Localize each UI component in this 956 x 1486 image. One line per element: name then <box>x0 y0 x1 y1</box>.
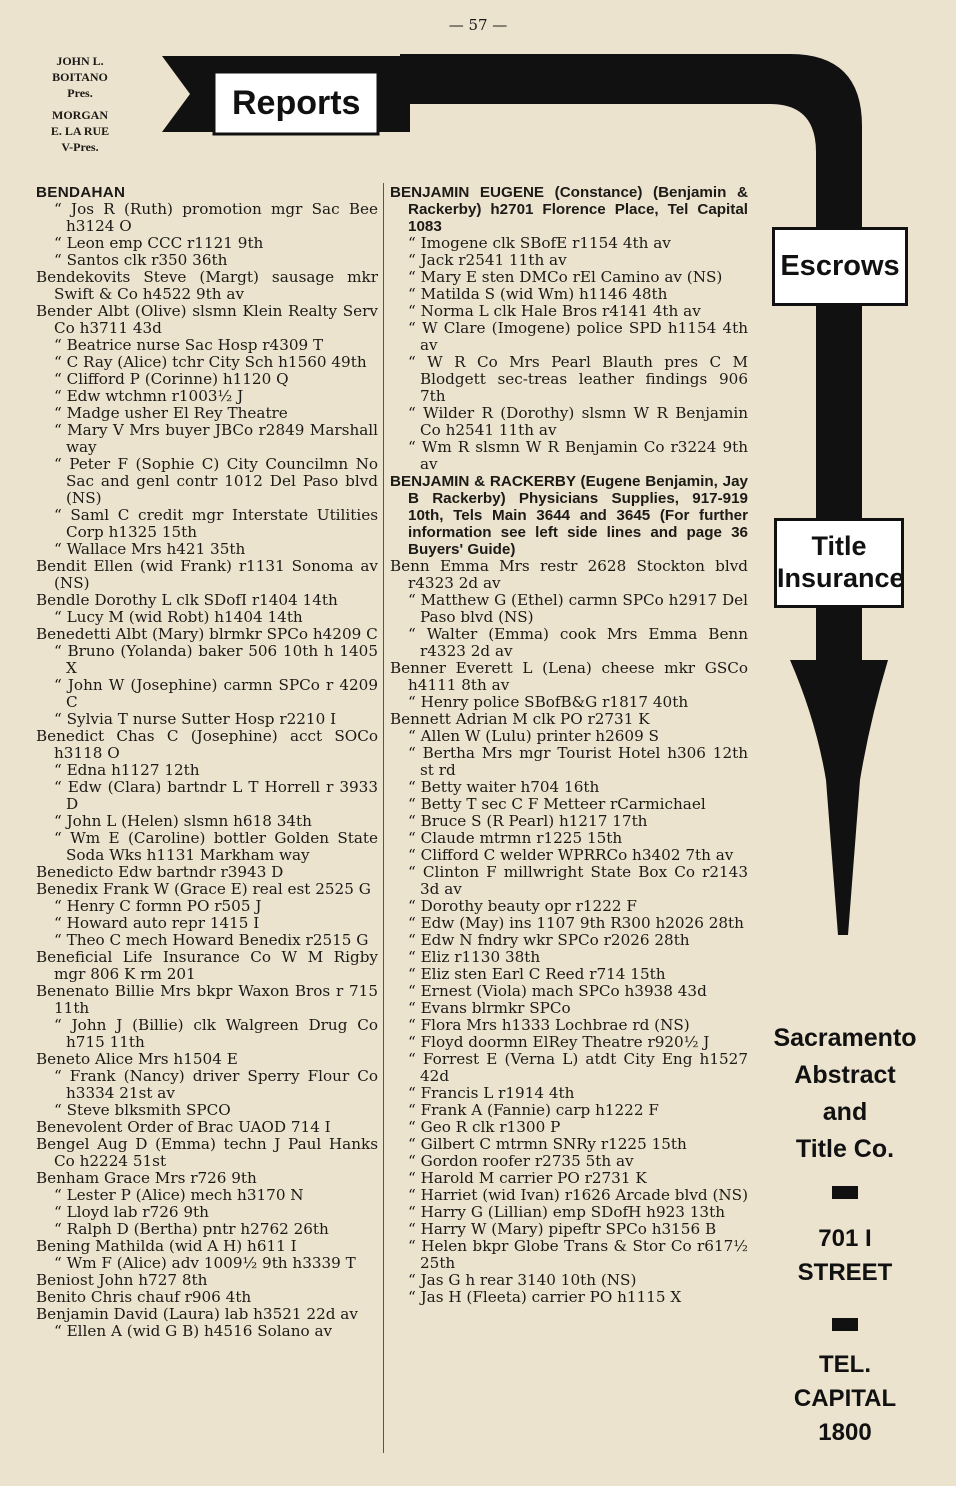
directory-entry: Beniost John h727 8th <box>36 1271 208 1289</box>
ditto-mark: “ <box>54 1322 67 1340</box>
ditto-mark: “ <box>408 897 421 915</box>
directory-column-left <box>36 184 378 1340</box>
ditto-mark: “ <box>408 353 428 371</box>
directory-subentry <box>390 983 748 1000</box>
subentry-text: C Ray (Alice) tchr City Sch h1560 49th <box>66 353 367 371</box>
directory-subentry <box>390 932 748 949</box>
officer-name: BOITANO <box>52 70 108 84</box>
ditto-mark: “ <box>408 1135 421 1153</box>
officer-title: Pres. <box>67 86 93 100</box>
directory-subentry <box>36 201 378 235</box>
directory-subentry <box>390 864 748 898</box>
directory-entry: Benenato Billie Mrs bkpr Waxon Bros r 715 11th <box>36 982 378 1017</box>
ad-line: STREET <box>797 1259 893 1286</box>
ditto-mark: “ <box>408 1118 421 1136</box>
advertiser-address <box>755 1222 935 1290</box>
subentry-text: Howard auto repr 1415 I <box>66 914 260 932</box>
ditto-mark: “ <box>54 1186 67 1204</box>
subentry-text: Flora Mrs h1333 Lochbrae rd (NS) <box>420 1016 690 1034</box>
ditto-mark: “ <box>408 1050 423 1068</box>
reports-label: Reports <box>232 84 361 122</box>
directory-subentry <box>390 626 748 660</box>
ditto-mark: “ <box>408 1237 422 1255</box>
ditto-mark: “ <box>408 404 424 422</box>
directory-subentry <box>390 1085 748 1102</box>
subentry-text: Bruno (Yolanda) baker 506 10th h 1405 X <box>66 642 379 677</box>
directory-subentry <box>36 388 378 405</box>
ditto-mark: “ <box>408 625 427 643</box>
subentry-text: Harry G (Lillian) emp SDofH h923 13th <box>420 1203 725 1221</box>
ditto-mark: “ <box>408 319 422 337</box>
directory-entry: Benner Everett L (Lena) cheese mkr GSCo h4111 8th av <box>390 659 748 694</box>
ditto-mark: “ <box>408 1271 421 1289</box>
directory-subentry <box>390 1289 748 1306</box>
ditto-mark: “ <box>408 438 422 456</box>
directory-subentry <box>390 439 748 473</box>
subentry-text: Edw (Clara) bartndr L T Horrell r 3933 D <box>66 778 378 813</box>
ditto-mark: “ <box>408 1186 421 1204</box>
ditto-mark: “ <box>408 778 421 796</box>
directory-entry: Bendekovits Steve (Margt) sausage mkr Swift & Co h4522 9th av <box>36 268 378 303</box>
subentry-text: Betty waiter h704 16th <box>420 778 600 796</box>
subentry-text: Jack r2541 11th av <box>420 251 567 269</box>
directory-subentry <box>36 609 378 626</box>
directory-subentry <box>390 898 748 915</box>
arrow-head <box>790 660 888 935</box>
subentry-text: Evans blrmkr SPCo <box>420 999 571 1017</box>
page-number: — 57 — <box>448 16 508 34</box>
subentry-text: Eliz r1130 38th <box>420 948 541 966</box>
directory-subentry <box>36 1017 378 1051</box>
ad-line: Title Co. <box>795 1135 895 1163</box>
directory-subentry <box>390 1017 748 1034</box>
directory-subentry <box>36 1221 378 1238</box>
directory-subentry <box>390 847 748 864</box>
ditto-mark: “ <box>408 1101 421 1119</box>
column-divider <box>383 183 384 1453</box>
subentry-text: Allen W (Lulu) printer h2609 S <box>420 727 659 745</box>
directory-subentry <box>390 915 748 932</box>
subentry-text: Jas H (Fleeta) carrier PO h1115 X <box>420 1288 682 1306</box>
directory-subentry <box>390 1034 748 1051</box>
directory-subentry <box>390 303 748 320</box>
subentry-text: Edna h1127 12th <box>66 761 200 779</box>
ad-divider <box>832 1318 858 1331</box>
directory-entry: Benn Emma Mrs restr 2628 Stockton blvd r4323 2d av <box>390 557 748 592</box>
subentry-text: Edw wtchmn r1003½ J <box>66 387 244 405</box>
directory-subentry <box>390 813 748 830</box>
ditto-mark: “ <box>54 1220 67 1238</box>
directory-subentry <box>390 1238 748 1272</box>
subentry-text: John L (Helen) slsmn h618 34th <box>66 812 312 830</box>
advertiser-phone <box>755 1348 935 1450</box>
directory-entry: Bender Albt (Olive) slsmn Klein Realty Serv Co h3711 43d <box>36 302 378 337</box>
directory-entry: BENJAMIN & RACKERBY (Eugene Benjamin, Jay B Rackerby) Physicians Supplies, 917-919 10th, Tels Main 3644 and 3645 (For further information see left side lines and page 36 Buyers' Guide) <box>390 473 748 558</box>
directory-subentry <box>390 1170 748 1187</box>
ditto-mark: “ <box>54 455 70 473</box>
ditto-mark: “ <box>54 404 67 422</box>
ditto-mark: “ <box>54 336 67 354</box>
subentry-text: Matthew G (Ethel) carmn SPCo h2917 Del Paso blvd (NS) <box>420 591 748 626</box>
ditto-mark: “ <box>408 982 421 1000</box>
subentry-text: Wm E (Caroline) bottler Golden State Soda Wks h1131 Markham way <box>66 829 379 864</box>
ad-line: 701 I <box>818 1225 872 1252</box>
ditto-mark: “ <box>54 897 67 915</box>
ditto-mark: “ <box>408 1203 421 1221</box>
directory-subentry <box>390 269 748 286</box>
directory-subentry <box>36 541 378 558</box>
surname-heading: BENDAHAN <box>36 184 126 201</box>
subentry-text: Dorothy beauty opr r1222 F <box>420 897 637 915</box>
ditto-mark: “ <box>408 812 421 830</box>
ditto-mark: “ <box>408 268 421 286</box>
subentry-text: Clifford C welder WPRRCo h3402 7th av <box>420 846 734 864</box>
ditto-mark: “ <box>408 846 421 864</box>
ditto-mark: “ <box>54 506 71 524</box>
directory-subentry <box>36 422 378 456</box>
ad-line: 1800 <box>818 1419 872 1446</box>
subentry-text: Gordon roofer r2735 5th av <box>420 1152 634 1170</box>
directory-subentry <box>390 1221 748 1238</box>
directory-entry: Benevolent Order of Brac UAOD 714 I <box>36 1118 331 1136</box>
directory-subentry <box>36 932 378 949</box>
directory-subentry <box>36 456 378 507</box>
directory-subentry <box>36 711 378 728</box>
ditto-mark: “ <box>408 1016 421 1034</box>
subentry-text: Lloyd lab r726 9th <box>66 1203 209 1221</box>
subentry-text: Lester P (Alice) mech h3170 N <box>66 1186 304 1204</box>
directory-entry: Benedicto Edw bartndr r3943 D <box>36 863 284 881</box>
ditto-mark: “ <box>54 1203 67 1221</box>
subentry-text: Wm R slsmn W R Benjamin Co r3224 9th av <box>420 438 748 473</box>
subentry-text: Beatrice nurse Sac Hosp r4309 T <box>66 336 324 354</box>
ditto-mark: “ <box>54 710 67 728</box>
ditto-mark: “ <box>408 795 421 813</box>
subentry-text: Sylvia T nurse Sutter Hosp r2210 I <box>66 710 337 728</box>
subentry-text: Claude mtrmn r1225 15th <box>420 829 623 847</box>
subentry-text: W Clare (Imogene) police SPD h1154 4th av <box>420 319 749 354</box>
subentry-text: Ernest (Viola) mach SPCo h3938 43d <box>420 982 707 1000</box>
directory-entry: Benham Grace Mrs r726 9th <box>36 1169 257 1187</box>
subentry-text: Floyd doormn ElRey Theatre r920½ J <box>420 1033 710 1051</box>
subentry-text: Bertha Mrs mgr Tourist Hotel h306 12th st rd <box>420 744 748 779</box>
title-insurance-label <box>774 518 904 608</box>
subentry-text: Bruce S (R Pearl) h1217 17th <box>420 812 648 830</box>
subentry-text: Mary V Mrs buyer JBCo r2849 Marshall way <box>66 421 379 456</box>
ad-divider <box>832 1186 858 1199</box>
ditto-mark: “ <box>408 931 421 949</box>
directory-subentry <box>36 1204 378 1221</box>
subentry-text: Lucy M (wid Robt) h1404 14th <box>66 608 303 626</box>
subentry-text: Saml C credit mgr Interstate Utilities Corp h1325 15th <box>66 506 378 541</box>
ditto-mark: “ <box>408 1169 421 1187</box>
advertiser-name <box>755 1020 935 1168</box>
directory-subentry <box>390 1000 748 1017</box>
directory-entry: Bennett Adrian M clk PO r2731 K <box>390 710 650 728</box>
directory-subentry <box>390 1102 748 1119</box>
subentry-text: Frank A (Fannie) carp h1222 F <box>420 1101 659 1119</box>
directory-subentry <box>390 405 748 439</box>
ditto-mark: “ <box>408 999 421 1017</box>
subentry-text: Imogene clk SBofE r1154 4th av <box>420 234 671 252</box>
ditto-mark: “ <box>408 1033 421 1051</box>
subentry-text: Harriet (wid Ivan) r1626 Arcade blvd (NS) <box>420 1186 749 1204</box>
directory-subentry <box>36 677 378 711</box>
directory-subentry <box>390 592 748 626</box>
directory-subentry <box>390 779 748 796</box>
directory-subentry <box>390 1272 748 1289</box>
title-insurance-line1: Title <box>811 531 867 561</box>
ditto-mark: “ <box>54 200 72 218</box>
directory-subentry <box>36 507 378 541</box>
ditto-mark: “ <box>408 234 421 252</box>
subentry-text: Jos R (Ruth) promotion mgr Sac Bee h3124 O <box>66 200 379 235</box>
ditto-mark: “ <box>408 251 421 269</box>
ditto-mark: “ <box>54 540 67 558</box>
ditto-mark: “ <box>408 863 423 881</box>
ditto-mark: “ <box>54 251 67 269</box>
subentry-text: Wm F (Alice) adv 1009½ 9th h3339 T <box>66 1254 356 1272</box>
subentry-text: Walter (Emma) cook Mrs Emma Benn r4323 2d av <box>420 625 748 660</box>
directory-subentry <box>390 1119 748 1136</box>
ditto-mark: “ <box>54 370 67 388</box>
ditto-mark: “ <box>408 914 421 932</box>
ditto-mark: “ <box>54 676 68 694</box>
ditto-mark: “ <box>54 387 67 405</box>
subentry-text: Peter F (Sophie C) City Councilmn No Sac and genl contr 1012 Del Paso blvd (NS) <box>66 455 378 507</box>
subentry-text: W R Co Mrs Pearl Blauth pres C M Blodgett sec-treas leather findings 906 7th <box>420 353 749 405</box>
subentry-text: Henry C formn PO r505 J <box>66 897 262 915</box>
ditto-mark: “ <box>408 965 421 983</box>
ditto-mark: “ <box>408 591 421 609</box>
ad-line: Sacramento <box>773 1024 917 1052</box>
directory-entry: Bening Mathilda (wid A H) h611 I <box>36 1237 297 1255</box>
directory-subentry <box>36 830 378 864</box>
ditto-mark: “ <box>54 608 67 626</box>
directory-entry: Benito Chris chauf r906 4th <box>36 1288 252 1306</box>
directory-entry: Beneficial Life Insurance Co W M Rigby mgr 806 K rm 201 <box>36 948 378 983</box>
ditto-mark: “ <box>54 778 68 796</box>
directory-entry: Bendle Dorothy L clk SDofI r1404 14th <box>36 591 338 609</box>
subentry-text: Ralph D (Bertha) pntr h2762 26th <box>66 1220 329 1238</box>
directory-entry: Benedix Frank W (Grace E) real est 2525 G <box>36 880 371 898</box>
subentry-text: Clifford P (Corinne) h1120 Q <box>66 370 289 388</box>
directory-subentry <box>36 915 378 932</box>
ditto-mark: “ <box>408 744 423 762</box>
directory-subentry <box>36 405 378 422</box>
directory-entry: Benedict Chas C (Josephine) acct SOCo h3118 O <box>36 727 378 762</box>
ditto-mark: “ <box>54 812 67 830</box>
directory-subentry <box>390 694 748 711</box>
subentry-text: Forrest E (Verna L) atdt City Eng h1527 42d <box>420 1050 748 1085</box>
subentry-text: Frank (Nancy) driver Sperry Flour Co h3334 21st av <box>66 1067 379 1102</box>
directory-subentry <box>36 1323 378 1340</box>
subentry-text: Theo C mech Howard Benedix r2515 G <box>66 931 369 949</box>
subentry-text: Harold M carrier PO r2731 K <box>420 1169 647 1187</box>
directory-subentry <box>390 966 748 983</box>
subentry-text: Geo R clk r1300 P <box>420 1118 561 1136</box>
ditto-mark: “ <box>54 1101 67 1119</box>
directory-subentry <box>36 762 378 779</box>
directory-subentry <box>390 354 748 405</box>
directory-subentry <box>390 745 748 779</box>
directory-subentry <box>36 779 378 813</box>
subentry-text: Wallace Mrs h421 35th <box>66 540 246 558</box>
ditto-mark: “ <box>408 1288 421 1306</box>
ditto-mark: “ <box>408 1152 421 1170</box>
directory-subentry <box>36 1102 378 1119</box>
subentry-text: Helen bkpr Globe Trans & Stor Co r617½ 25th <box>420 1237 749 1272</box>
directory-subentry <box>390 286 748 303</box>
subentry-text: Santos clk r350 36th <box>66 251 228 269</box>
subentry-text: Gilbert C mtrmn SNRy r1225 15th <box>420 1135 687 1153</box>
ditto-mark: “ <box>408 302 421 320</box>
directory-entry: Benedetti Albt (Mary) blrmkr SPCo h4209 C <box>36 625 378 643</box>
ditto-mark: “ <box>408 727 421 745</box>
subentry-text: Eliz sten Earl C Reed r714 15th <box>420 965 666 983</box>
subentry-text: Steve blksmith SPCO <box>66 1101 231 1119</box>
directory-entry: Benjamin David (Laura) lab h3521 22d av <box>36 1305 358 1323</box>
subentry-text: Edw (May) ins 1107 9th R300 h2026 28th <box>420 914 744 932</box>
ditto-mark: “ <box>54 931 67 949</box>
directory-subentry <box>390 1136 748 1153</box>
ditto-mark: “ <box>54 1067 70 1085</box>
subentry-text: John J (Billie) clk Walgreen Drug Co h715 11th <box>66 1016 379 1051</box>
subentry-text: Wilder R (Dorothy) slsmn W R Benjamin Co h2541 11th av <box>420 404 748 439</box>
ad-line: Abstract <box>794 1061 896 1089</box>
ditto-mark: “ <box>408 285 421 303</box>
ditto-mark: “ <box>54 642 68 660</box>
ditto-mark: “ <box>54 353 67 371</box>
directory-entry: Bendit Ellen (wid Frank) r1131 Sonoma av (NS) <box>36 557 378 592</box>
directory-subentry <box>36 337 378 354</box>
directory-subentry <box>36 354 378 371</box>
directory-subentry <box>390 1187 748 1204</box>
subentry-text: Betty T sec C F Metteer rCarmichael <box>420 795 706 813</box>
ad-line: TEL. <box>819 1351 871 1378</box>
directory-subentry <box>36 643 378 677</box>
escrows-label: Escrows <box>772 227 908 306</box>
ditto-mark: “ <box>54 421 68 439</box>
officer-name: E. LA RUE <box>50 124 110 138</box>
subentry-text: Harry W (Mary) pipeftr SPCo h3156 B <box>420 1220 717 1238</box>
ditto-mark: “ <box>54 761 67 779</box>
officer-title: V-Pres. <box>61 140 99 154</box>
ad-line: and <box>822 1098 868 1126</box>
ditto-mark: “ <box>408 1084 421 1102</box>
directory-subentry <box>390 320 748 354</box>
directory-subentry <box>36 1255 378 1272</box>
directory-subentry <box>36 813 378 830</box>
directory-subentry <box>36 235 378 252</box>
ad-line: CAPITAL <box>793 1385 897 1412</box>
directory-subentry <box>36 1187 378 1204</box>
subentry-text: Clinton F millwright State Box Co r2143 3d av <box>420 863 748 898</box>
subentry-text: Matilda S (wid Wm) h1146 48th <box>420 285 668 303</box>
officer-name: MORGAN <box>52 108 108 122</box>
directory-subentry <box>390 1051 748 1085</box>
directory-column-right <box>390 184 748 1306</box>
subentry-text: Madge usher El Rey Theatre <box>66 404 288 422</box>
directory-subentry <box>390 1204 748 1221</box>
directory-subentry <box>390 1153 748 1170</box>
directory-subentry <box>390 252 748 269</box>
ditto-mark: “ <box>54 1254 67 1272</box>
directory-subentry <box>36 898 378 915</box>
directory-subentry <box>390 235 748 252</box>
ditto-mark: “ <box>54 1016 72 1034</box>
ditto-mark: “ <box>408 829 421 847</box>
subentry-text: Norma L clk Hale Bros r4141 4th av <box>420 302 701 320</box>
ditto-mark: “ <box>54 829 71 847</box>
directory-subentry <box>390 949 748 966</box>
directory-subentry <box>36 252 378 269</box>
ditto-mark: “ <box>54 914 67 932</box>
directory-entry: Beneto Alice Mrs h1504 E <box>36 1050 238 1068</box>
ditto-mark: “ <box>54 234 67 252</box>
directory-subentry <box>390 796 748 813</box>
directory-entry: Bengel Aug D (Emma) techn J Paul Hanks Co h2224 51st <box>36 1135 378 1170</box>
directory-entry: BENJAMIN EUGENE (Constance) (Benjamin & Rackerby) h2701 Florence Place, Tel Capital 1083 <box>390 184 748 235</box>
subentry-text: Edw N fndry wkr SPCo r2026 28th <box>420 931 690 949</box>
subentry-text: Mary E sten DMCo rEl Camino av (NS) <box>420 268 723 286</box>
directory-subentry <box>36 1068 378 1102</box>
directory-subentry <box>390 830 748 847</box>
officer-name: JOHN L. <box>56 54 104 68</box>
subentry-text: Jas G h rear 3140 10th (NS) <box>420 1271 637 1289</box>
ditto-mark: “ <box>408 1220 421 1238</box>
title-insurance-line2: Insurance <box>777 563 905 593</box>
subentry-text: John W (Josephine) carmn SPCo r 4209 C <box>66 676 378 711</box>
directory-subentry <box>36 371 378 388</box>
directory-subentry <box>390 728 748 745</box>
subentry-text: Francis L r1914 4th <box>420 1084 575 1102</box>
subentry-text: Henry police SBofB&G r1817 40th <box>420 693 689 711</box>
ditto-mark: “ <box>408 693 421 711</box>
ditto-mark: “ <box>408 948 421 966</box>
subentry-text: Leon emp CCC r1121 9th <box>66 234 264 252</box>
subentry-text: Ellen A (wid G B) h4516 Solano av <box>66 1322 333 1340</box>
